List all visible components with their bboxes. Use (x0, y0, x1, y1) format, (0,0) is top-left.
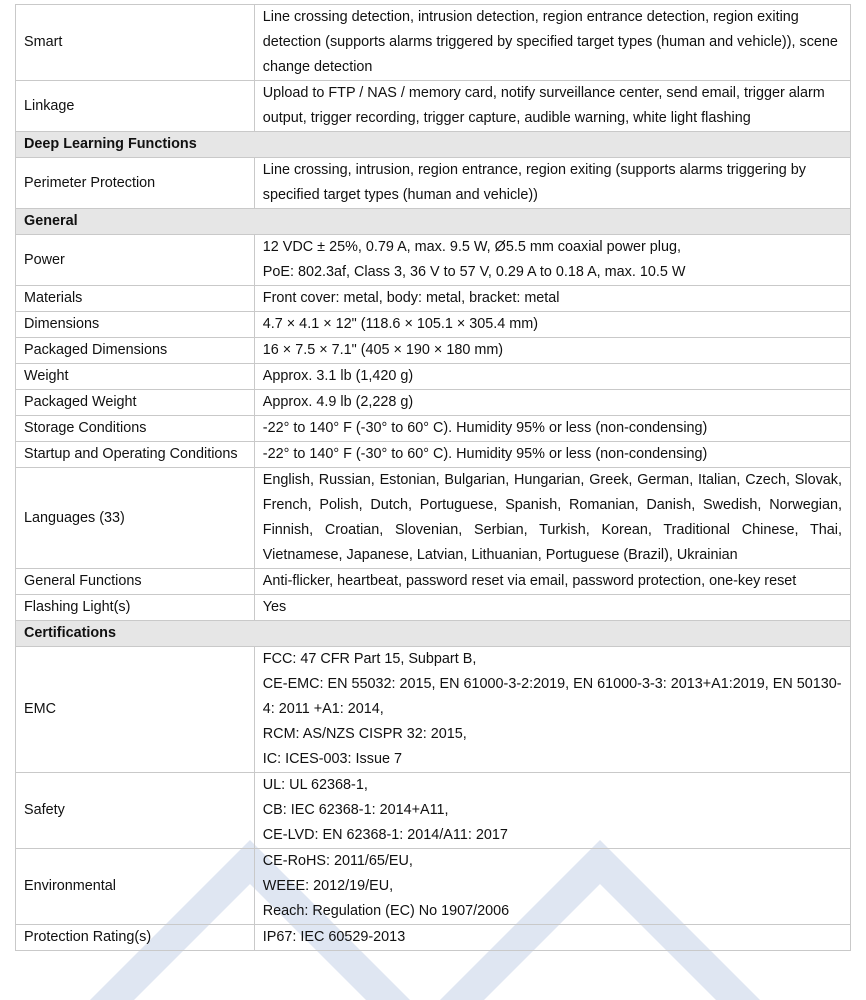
spec-value (254, 849, 850, 925)
spec-value-line: FCC: 47 CFR Part 15, Subpart B, (262, 651, 477, 667)
spec-value: Front cover: metal, body: metal, bracket: metal (254, 286, 850, 312)
section-title: General (16, 209, 851, 235)
spec-row (16, 338, 851, 364)
spec-label: Flashing Light(s) (16, 595, 255, 621)
spec-value (254, 647, 850, 773)
spec-label: Packaged Weight (16, 390, 255, 416)
spec-value: Yes (254, 595, 850, 621)
spec-row (16, 925, 851, 951)
spec-label: Materials (16, 286, 255, 312)
spec-label: Smart (16, 5, 255, 81)
spec-label: EMC (16, 647, 255, 773)
spec-value-line: CB: IEC 62368-1: 2014+A11, (262, 802, 449, 818)
spec-value: Approx. 3.1 lb (1,420 g) (254, 364, 850, 390)
spec-value: English, Russian, Estonian, Bulgarian, Hungarian, Greek, German, Italian, Czech, Slovak, French, Polish, Dutch, Portuguese, Spanish, Romanian, Danish, Swedish, Norwegian, Finnish, Croatian, Slovenian, Serbian, Turkish, Korean, Traditional Chinese, Thai, Vietnamese, Japanese, Latvian, Lithuanian, Portuguese (Brazil), Ukrainian (254, 468, 850, 569)
section-header-row (16, 209, 851, 235)
spec-label: Safety (16, 773, 255, 849)
spec-value (254, 773, 850, 849)
spec-label: Storage Conditions (16, 416, 255, 442)
spec-label: Packaged Dimensions (16, 338, 255, 364)
spec-value: IP67: IEC 60529-2013 (254, 925, 850, 951)
section-title: Deep Learning Functions (16, 132, 851, 158)
spec-row (16, 647, 851, 773)
spec-row (16, 286, 851, 312)
spec-label: Weight (16, 364, 255, 390)
spec-table (15, 4, 851, 951)
spec-row (16, 849, 851, 925)
spec-row (16, 364, 851, 390)
spec-label: Protection Rating(s) (16, 925, 255, 951)
spec-value: Upload to FTP / NAS / memory card, notify surveillance center, send email, trigger alarm output, trigger recording, trigger capture, audible warning, white light flashing (254, 81, 850, 132)
spec-row (16, 468, 851, 569)
spec-value-line: WEEE: 2012/19/EU, (262, 878, 394, 894)
spec-value-line: 12 VDC ± 25%, 0.79 A, max. 9.5 W, Ø5.5 mm coaxial power plug, (262, 239, 682, 255)
spec-value: Line crossing detection, intrusion detection, region entrance detection, region exiting detection (supports alarms triggered by specified target types (human and vehicle)), scene change detection (254, 5, 850, 81)
spec-value: 4.7 × 4.1 × 12" (118.6 × 105.1 × 305.4 mm) (254, 312, 850, 338)
spec-label: Languages (33) (16, 468, 255, 569)
spec-row (16, 312, 851, 338)
spec-value: 16 × 7.5 × 7.1" (405 × 190 × 180 mm) (254, 338, 850, 364)
spec-value-line: CE-EMC: EN 55032: 2015, EN 61000-3-2:2019, EN 61000-3-3: 2013+A1:2019, EN 50130-4: 2011 +A1: 2014, (262, 676, 842, 717)
spec-label: Power (16, 235, 255, 286)
spec-table-body (16, 5, 851, 951)
spec-value: Line crossing, intrusion, region entrance, region exiting (supports alarms triggering by specified target types (human and vehicle)) (254, 158, 850, 209)
spec-row (16, 569, 851, 595)
spec-row (16, 595, 851, 621)
spec-value: -22° to 140° F (-30° to 60° C). Humidity 95% or less (non-condensing) (254, 416, 850, 442)
spec-row (16, 442, 851, 468)
spec-row (16, 235, 851, 286)
spec-value-line: UL: UL 62368-1, (262, 777, 368, 793)
spec-value (254, 235, 850, 286)
spec-label: Perimeter Protection (16, 158, 255, 209)
spec-row (16, 773, 851, 849)
spec-row (16, 81, 851, 132)
spec-value-line: CE-RoHS: 2011/65/EU, (262, 853, 413, 869)
section-header-row (16, 132, 851, 158)
spec-row (16, 158, 851, 209)
spec-row (16, 390, 851, 416)
section-title: Certifications (16, 621, 851, 647)
spec-label: Dimensions (16, 312, 255, 338)
section-header-row (16, 621, 851, 647)
spec-value-line: PoE: 802.3af, Class 3, 36 V to 57 V, 0.29 A to 0.18 A, max. 10.5 W (262, 264, 686, 280)
spec-label: Environmental (16, 849, 255, 925)
spec-value: Approx. 4.9 lb (2,228 g) (254, 390, 850, 416)
spec-value-line: IC: ICES-003: Issue 7 (262, 751, 402, 767)
spec-value-line: Reach: Regulation (EC) No 1907/2006 (262, 903, 510, 919)
spec-value: -22° to 140° F (-30° to 60° C). Humidity 95% or less (non-condensing) (254, 442, 850, 468)
spec-label: General Functions (16, 569, 255, 595)
spec-value-line: CE-LVD: EN 62368-1: 2014/A11: 2017 (262, 827, 508, 843)
spec-value-line: RCM: AS/NZS CISPR 32: 2015, (262, 726, 467, 742)
spec-row (16, 5, 851, 81)
spec-row (16, 416, 851, 442)
spec-label: Startup and Operating Conditions (16, 442, 255, 468)
spec-label: Linkage (16, 81, 255, 132)
spec-value: Anti-flicker, heartbeat, password reset via email, password protection, one-key reset (254, 569, 850, 595)
